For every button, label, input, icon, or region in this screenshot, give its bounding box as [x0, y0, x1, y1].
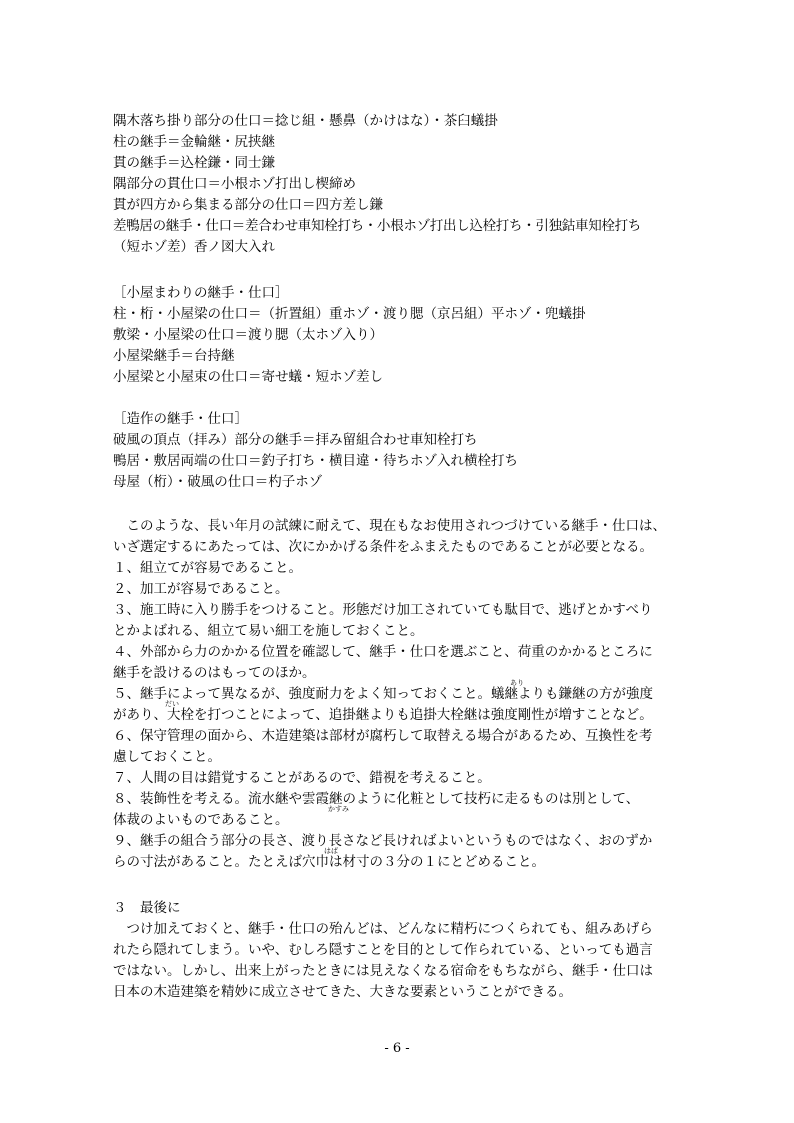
text-line: 貫が四方から集まる部分の仕口＝四方差し鎌 [113, 197, 383, 213]
list-item: ２、加工が容易であること。 [113, 581, 289, 597]
list-item: ５、継手によって異なるが、強度耐力をよく知っておくこと。蟻継よりも鎌継の方が強度 [113, 686, 653, 702]
paragraph-line: ではない。しかし、出来上がったときには見えなくなる宿命をもちながら、継手・仕口は [113, 963, 653, 979]
text-line: 敷梁・小屋梁の仕口＝渡り腮（太ホゾ入り） [113, 327, 383, 343]
list-item: があり、大栓を打つことによって、追掛継よりも追掛大栓継は強度剛性が増すことなど。 [113, 707, 653, 723]
furigana: はば [324, 847, 338, 855]
text-line: 隅部分の貫仕口＝小根ホゾ打出し楔締め [113, 176, 356, 192]
paragraph-line: このような、長い年月の試練に耐えて、現在もなお使用されつづけている継手・仕口は、 [113, 518, 666, 534]
list-item: ８、装飾性を考える。流水継や雲霞継のように化粧として技朽に走るものは別として、 [113, 791, 640, 807]
list-item: ４、外部から力のかかる位置を確認して、継手・仕口を選ぶこと、荷重のかかるところに [113, 644, 653, 660]
text-line: 母屋（桁）・破風の仕口＝杓子ホゾ [113, 474, 323, 490]
page-number: - 6 - [384, 1041, 410, 1056]
text-line: 柱・桁・小屋梁の仕口＝（折置組）重ホゾ・渡り腮（京呂組）平ホゾ・兜蟻掛 [113, 306, 586, 322]
text-line: 貫の継手＝込栓鎌・同士鎌 [113, 155, 275, 171]
text-line: 鴨居・敷居両端の仕口＝釣子打ち・横目違・待ちホゾ入れ横栓打ち [113, 453, 518, 469]
list-item: 慮しておくこと。 [113, 749, 221, 765]
list-item: ９、継手の組合う部分の長さ、渡り長さなど長ければよいというものではなく、おのずか [113, 833, 653, 849]
list-item: ６、保守管理の面から、木造建築は部材が腐朽して取替える場合があるため、互換性を考 [113, 728, 653, 744]
furigana: だい [165, 700, 179, 708]
list-item: とかよばれる、組立て易い細工を施しておくこと。 [113, 623, 424, 639]
list-item: １、組立てが容易であること。 [113, 560, 302, 576]
list-item: 体裁のよいものであること。 [113, 812, 289, 828]
text-line: 柱の継手＝金輪継・尻挟継 [113, 134, 275, 150]
section-heading: ［小屋まわりの継手・仕口］ [113, 285, 289, 301]
furigana: かすみ [328, 805, 349, 813]
section-heading: ［造作の継手・仕口］ [113, 411, 248, 427]
text-line: 差鴨居の継手・仕口＝差合わせ車知栓打ち・小根ホゾ打出し込栓打ち・引独鈷車知栓打ち [113, 218, 641, 234]
list-item: ７、人間の目は錯覚することがあるので、錯視を考えること。 [113, 770, 491, 786]
text-line: 隅木落ち掛り部分の仕口＝捻じ組・懸鼻（かけはな）・茶臼蟻掛 [113, 113, 498, 129]
text-line: 破風の頂点（拝み）部分の継手＝拝み留組合わせ車知栓打ち [113, 432, 478, 448]
paragraph-line: いざ選定するにあたっては、次にかかげる条件をふまえたものであることが必要となる。 [113, 539, 653, 555]
paragraph-line: つけ加えておくと、継手・仕口の殆んどは、どんなに精朽につくられても、組みあげら [113, 921, 653, 937]
list-item: ３、施工時に入り勝手をつけること。形態だけ加工されていても駄目で、逃げとかすべり [113, 602, 653, 618]
text-line: 小屋梁継手＝台持継 [113, 348, 235, 364]
paragraph-line: 日本の木造建築を精妙に成立させてきた、大きな要素ということができる。 [113, 984, 572, 1000]
section-heading: ３ 最後に [113, 900, 181, 916]
furigana: あり [510, 679, 524, 687]
list-item: らの寸法があること。たとえば穴巾は材寸の３分の１にとどめること。 [113, 854, 545, 870]
text-line: （短ホゾ差）香ノ図大入れ [113, 239, 275, 255]
text-line: 小屋梁と小屋束の仕口＝寄せ蟻・短ホゾ差し [113, 369, 383, 385]
list-item: 継手を設けるのはもってのほか。 [113, 665, 316, 681]
paragraph-line: れたら隠れてしまう。いや、むしろ隠すことを目的として作られている、といっても過言 [113, 942, 653, 958]
